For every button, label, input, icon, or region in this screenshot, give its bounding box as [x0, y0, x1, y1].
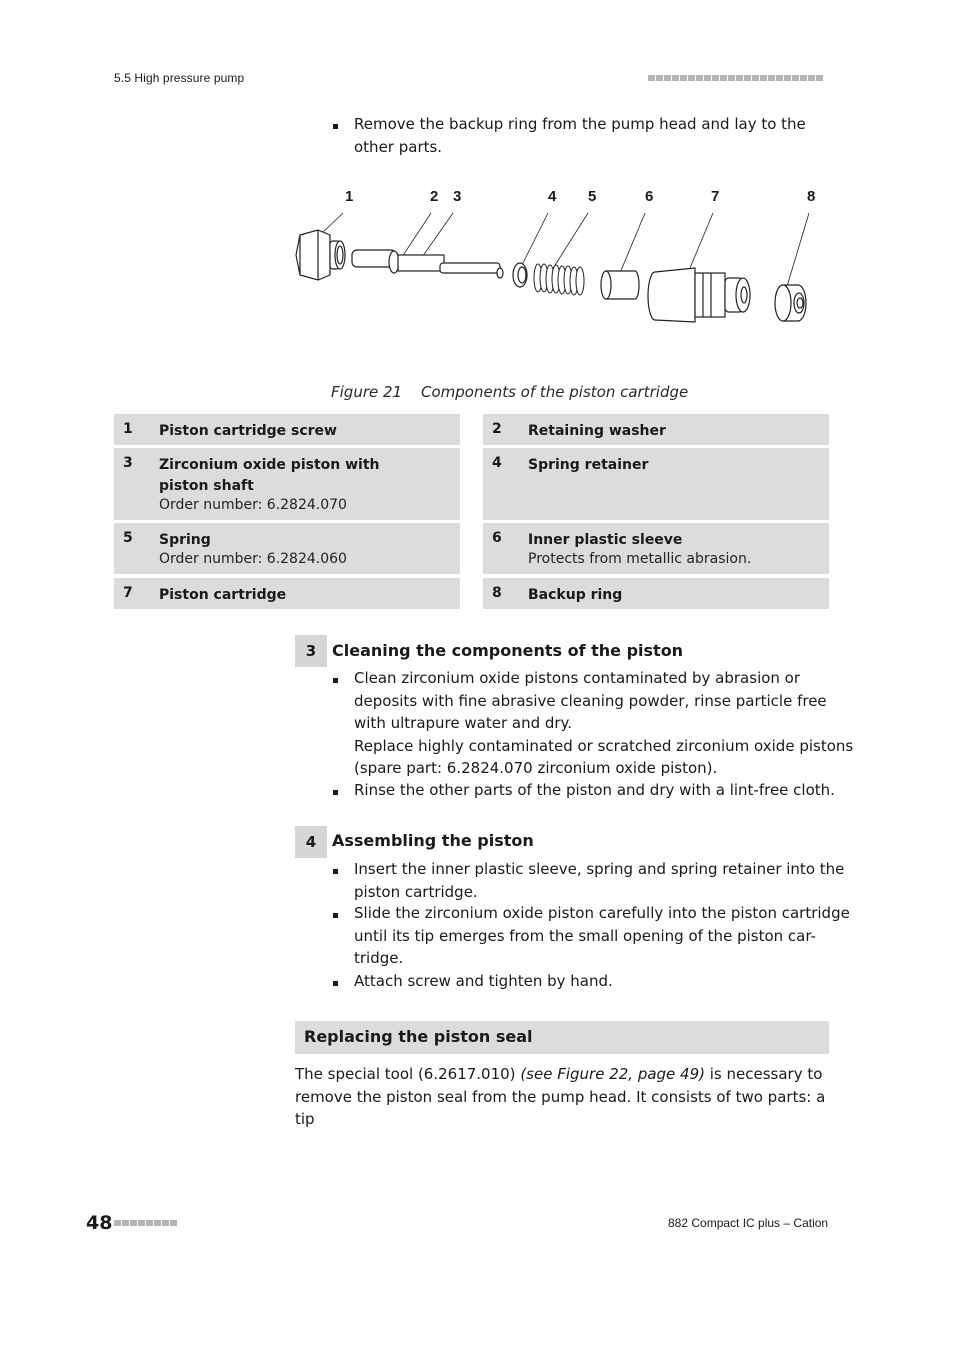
footer-decoration	[114, 1220, 177, 1226]
bullet-text	[354, 667, 853, 780]
bullet-text: Attach screw and tighten by hand.	[354, 972, 613, 990]
bullet-text: Rinse the other parts of the piston and dry with a lint-free cloth.	[354, 781, 835, 799]
legend-number: 8	[492, 585, 502, 601]
legend-number: 1	[123, 421, 133, 437]
intro-bullet-text: Remove the backup ring from the pump head and lay to the other parts.	[354, 115, 806, 156]
legend-title: Retaining washer	[528, 423, 666, 439]
legend-title: Piston cartridge screw	[159, 423, 337, 439]
section-paragraph	[295, 1063, 835, 1131]
text-line: tridge.	[354, 949, 404, 967]
step-number-box: 3	[295, 635, 327, 667]
legend-title: Zirconium oxide piston with piston shaft	[159, 457, 380, 494]
figure-caption-label: Figure 21	[331, 383, 403, 401]
step-number-box: 4	[295, 826, 327, 858]
legend-number: 4	[492, 455, 502, 471]
legend-detail: Protects from metallic abrasion.	[528, 551, 752, 567]
figure-cross-reference-link[interactable]: (see Figure 22, page 49)	[520, 1065, 705, 1083]
legend-title: Backup ring	[528, 587, 623, 603]
legend-detail: Order number: 6.2824.060	[159, 551, 347, 567]
header-decoration	[648, 75, 823, 81]
figure-callout-4: 4	[548, 188, 557, 205]
bullet-text	[354, 902, 850, 970]
figure-callout-1: 1	[345, 188, 354, 205]
legend-cell	[483, 578, 829, 609]
bullet-marker	[333, 678, 338, 683]
footer-product-name: 882 Compact IC plus – Cation	[668, 1216, 829, 1230]
paragraph-text: The special tool (6.2617.010)	[295, 1065, 521, 1083]
piston-cartridge-exploded-drawing	[290, 205, 820, 340]
step-title: Cleaning the components of the piston	[332, 641, 684, 660]
bullet-text	[354, 858, 844, 903]
page-number: 48	[86, 1212, 113, 1234]
text-line: Slide the zirconium oxide piston carefully into the piston cartridge	[354, 904, 850, 922]
bullet-marker	[333, 869, 338, 874]
running-header-section: 5.5 High pressure pump	[114, 71, 245, 85]
legend-number: 5	[123, 530, 133, 546]
step-title: Assembling the piston	[332, 831, 534, 850]
legend-cell	[483, 414, 829, 445]
legend-detail: Order number: 6.2824.070	[159, 497, 347, 513]
paragraph-text: is necessary to	[705, 1065, 823, 1083]
text-line: deposits with fine abrasive cleaning powder, rinse particle free	[354, 691, 827, 710]
legend-number: 6	[492, 530, 502, 546]
figure-callout-5: 5	[588, 188, 597, 205]
paragraph-line	[295, 1063, 835, 1086]
figure-callout-7: 7	[711, 188, 720, 205]
legend-cell	[483, 448, 829, 520]
figure-callout-6: 6	[645, 188, 654, 205]
bullet-marker	[333, 981, 338, 986]
figure-callout-2: 2	[430, 188, 439, 205]
text-line: piston cartridge.	[354, 882, 478, 901]
legend-title: Spring	[159, 532, 211, 548]
paragraph-line: remove the piston seal from the pump head. It consists of two parts: a tip	[295, 1087, 826, 1128]
figure-callout-3: 3	[453, 188, 462, 205]
text-line: (spare part: 6.2824.070 zirconium oxide piston).	[354, 759, 718, 777]
legend-cell	[114, 414, 460, 445]
figure-caption-text: Components of the piston cartridge	[421, 383, 689, 401]
legend-title: Inner plastic sleeve	[528, 532, 683, 548]
bullet-marker	[333, 124, 338, 129]
legend-number: 7	[123, 585, 133, 601]
text-line: Insert the inner plastic sleeve, spring and spring retainer into the	[354, 860, 845, 878]
legend-number: 2	[492, 421, 502, 437]
text-line: Clean zirconium oxide pistons contaminated by abrasion or	[354, 669, 801, 687]
text-line: with ultrapure water and dry.	[354, 714, 573, 732]
text-line: until its tip emerges from the small opening of the piston car-	[354, 926, 816, 945]
bullet-marker	[333, 790, 338, 795]
legend-cell	[114, 448, 460, 520]
figure-callout-8: 8	[807, 188, 816, 205]
legend-number: 3	[123, 455, 133, 471]
legend-title: Spring retainer	[528, 457, 649, 473]
legend-cell	[483, 523, 829, 574]
text-line: Replace highly contaminated or scratched zirconium oxide pistons	[354, 736, 854, 755]
legend-cell	[114, 578, 460, 609]
legend-cell	[114, 523, 460, 574]
legend-title: Piston cartridge	[159, 587, 287, 603]
section-heading-bar	[295, 1021, 829, 1054]
section-heading: Replacing the piston seal	[304, 1027, 533, 1046]
bullet-marker	[333, 913, 338, 918]
